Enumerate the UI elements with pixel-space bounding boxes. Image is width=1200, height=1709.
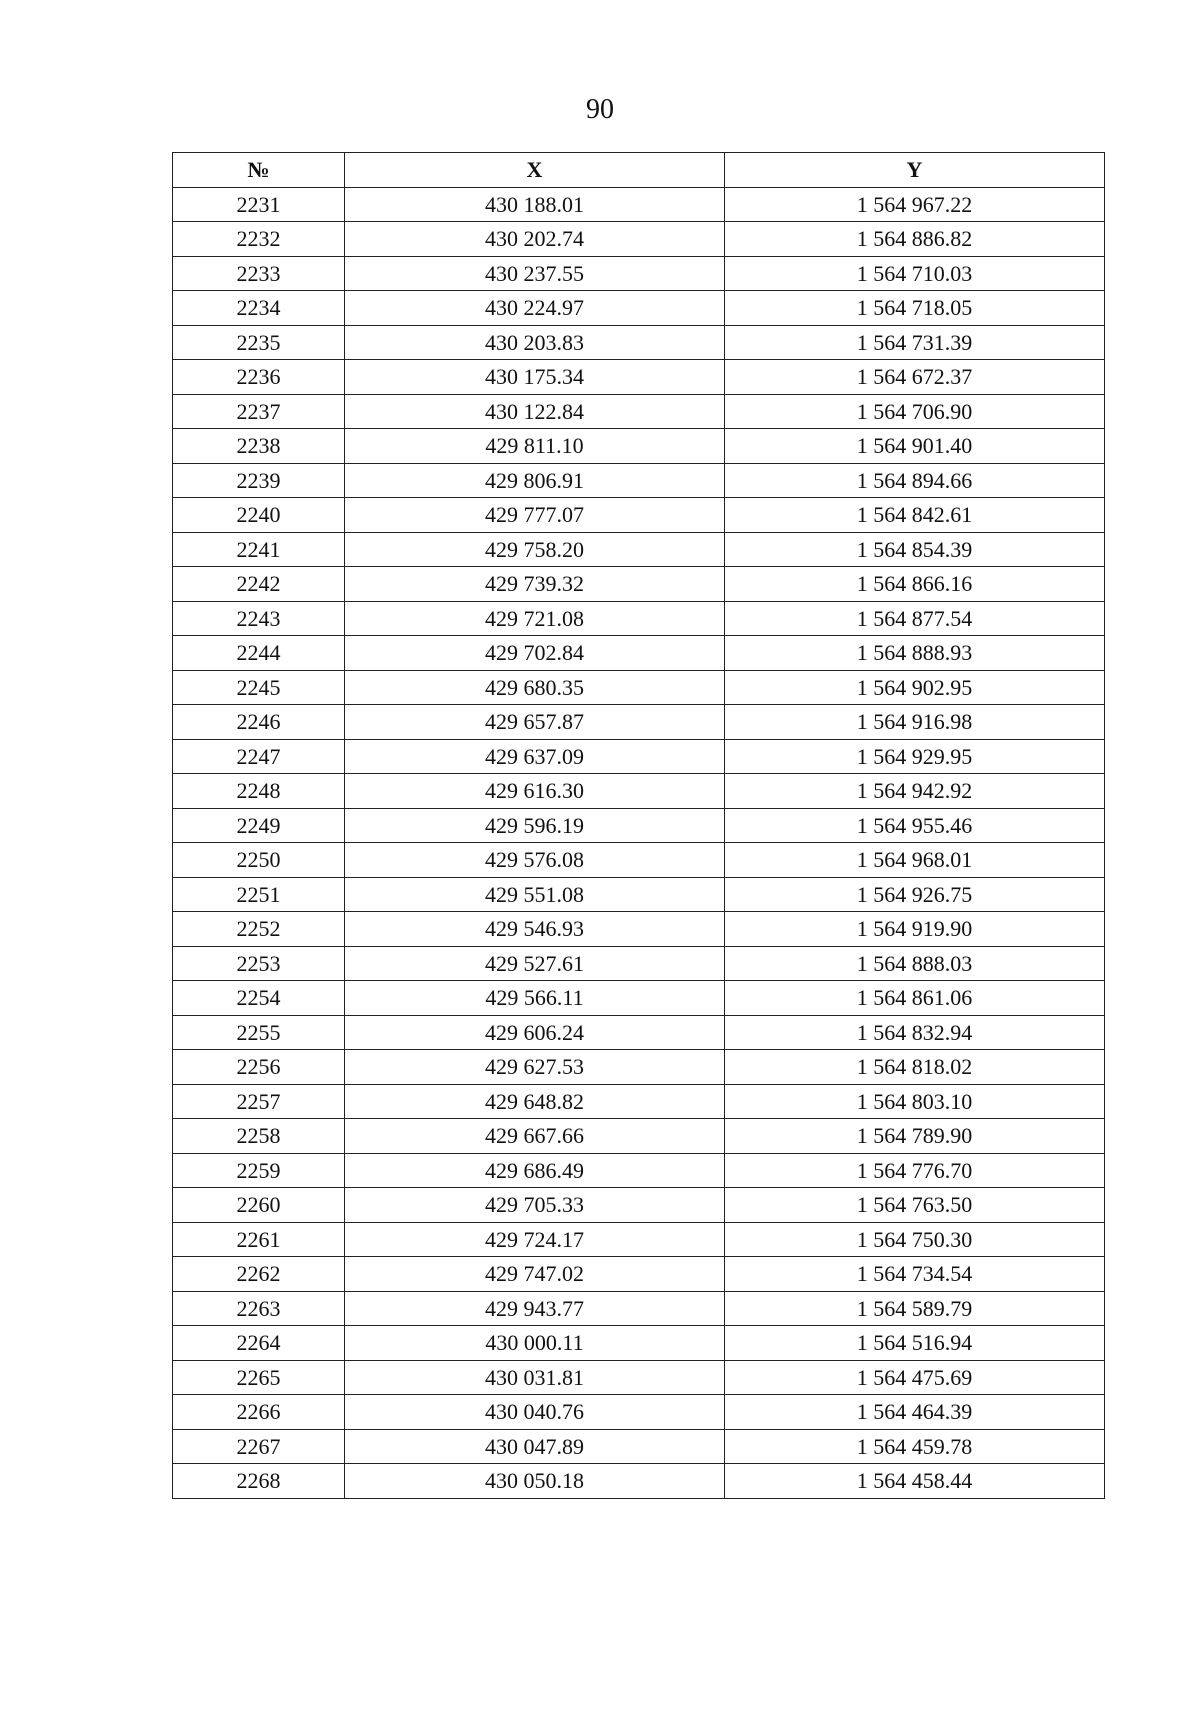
table-row <box>173 1153 1105 1188</box>
cell-number: 2252 <box>173 912 345 947</box>
table-row <box>173 187 1105 222</box>
cell-y: 1 564 803.10 <box>725 1084 1105 1119</box>
cell-number: 2240 <box>173 498 345 533</box>
cell-x: 430 188.01 <box>345 187 725 222</box>
table-row <box>173 1464 1105 1499</box>
table-row <box>173 1050 1105 1085</box>
cell-y: 1 564 589.79 <box>725 1291 1105 1326</box>
cell-x: 429 721.08 <box>345 601 725 636</box>
cell-y: 1 564 888.03 <box>725 946 1105 981</box>
cell-y: 1 564 789.90 <box>725 1119 1105 1154</box>
cell-y: 1 564 854.39 <box>725 532 1105 567</box>
table-row <box>173 532 1105 567</box>
cell-number: 2261 <box>173 1222 345 1257</box>
table-row <box>173 256 1105 291</box>
cell-y: 1 564 750.30 <box>725 1222 1105 1257</box>
cell-y: 1 564 955.46 <box>725 808 1105 843</box>
cell-number: 2231 <box>173 187 345 222</box>
table-row <box>173 222 1105 257</box>
cell-y: 1 564 459.78 <box>725 1429 1105 1464</box>
cell-number: 2258 <box>173 1119 345 1154</box>
cell-x: 430 040.76 <box>345 1395 725 1430</box>
cell-number: 2268 <box>173 1464 345 1499</box>
cell-x: 429 667.66 <box>345 1119 725 1154</box>
cell-number: 2233 <box>173 256 345 291</box>
cell-y: 1 564 967.22 <box>725 187 1105 222</box>
cell-y: 1 564 458.44 <box>725 1464 1105 1499</box>
table-row <box>173 981 1105 1016</box>
table-row <box>173 1119 1105 1154</box>
table-row <box>173 1084 1105 1119</box>
cell-x: 429 596.19 <box>345 808 725 843</box>
cell-number: 2234 <box>173 291 345 326</box>
table-row <box>173 739 1105 774</box>
cell-x: 429 943.77 <box>345 1291 725 1326</box>
cell-y: 1 564 926.75 <box>725 877 1105 912</box>
table-row <box>173 394 1105 429</box>
cell-x: 430 203.83 <box>345 325 725 360</box>
table-row <box>173 1360 1105 1395</box>
cell-x: 429 811.10 <box>345 429 725 464</box>
table-row <box>173 808 1105 843</box>
cell-y: 1 564 842.61 <box>725 498 1105 533</box>
cell-y: 1 564 832.94 <box>725 1015 1105 1050</box>
cell-number: 2265 <box>173 1360 345 1395</box>
cell-y: 1 564 718.05 <box>725 291 1105 326</box>
cell-number: 2239 <box>173 463 345 498</box>
table-header <box>173 153 1105 188</box>
cell-number: 2243 <box>173 601 345 636</box>
cell-y: 1 564 861.06 <box>725 981 1105 1016</box>
cell-number: 2244 <box>173 636 345 671</box>
table-row <box>173 601 1105 636</box>
cell-y: 1 564 877.54 <box>725 601 1105 636</box>
cell-x: 429 724.17 <box>345 1222 725 1257</box>
cell-y: 1 564 464.39 <box>725 1395 1105 1430</box>
cell-number: 2263 <box>173 1291 345 1326</box>
cell-y: 1 564 866.16 <box>725 567 1105 602</box>
table-row <box>173 1429 1105 1464</box>
cell-y: 1 564 672.37 <box>725 360 1105 395</box>
cell-y: 1 564 888.93 <box>725 636 1105 671</box>
cell-x: 429 637.09 <box>345 739 725 774</box>
cell-x: 430 047.89 <box>345 1429 725 1464</box>
table-row <box>173 1395 1105 1430</box>
cell-x: 430 202.74 <box>345 222 725 257</box>
cell-number: 2245 <box>173 670 345 705</box>
cell-number: 2254 <box>173 981 345 1016</box>
cell-y: 1 564 706.90 <box>725 394 1105 429</box>
cell-x: 429 686.49 <box>345 1153 725 1188</box>
cell-number: 2249 <box>173 808 345 843</box>
header-number: № <box>173 153 345 188</box>
cell-y: 1 564 919.90 <box>725 912 1105 947</box>
table-row <box>173 1326 1105 1361</box>
table-row <box>173 670 1105 705</box>
table-row <box>173 567 1105 602</box>
page-number: 90 <box>586 94 614 125</box>
cell-x: 429 616.30 <box>345 774 725 809</box>
cell-y: 1 564 731.39 <box>725 325 1105 360</box>
cell-number: 2266 <box>173 1395 345 1430</box>
cell-x: 430 000.11 <box>345 1326 725 1361</box>
cell-number: 2241 <box>173 532 345 567</box>
table-row <box>173 360 1105 395</box>
table-row <box>173 1257 1105 1292</box>
cell-x: 430 175.34 <box>345 360 725 395</box>
cell-y: 1 564 776.70 <box>725 1153 1105 1188</box>
cell-number: 2238 <box>173 429 345 464</box>
cell-y: 1 564 894.66 <box>725 463 1105 498</box>
table-row <box>173 877 1105 912</box>
cell-y: 1 564 475.69 <box>725 1360 1105 1395</box>
cell-x: 429 705.33 <box>345 1188 725 1223</box>
table-row <box>173 1015 1105 1050</box>
cell-x: 429 747.02 <box>345 1257 725 1292</box>
cell-number: 2253 <box>173 946 345 981</box>
table-row <box>173 774 1105 809</box>
cell-x: 429 648.82 <box>345 1084 725 1119</box>
table-row <box>173 705 1105 740</box>
cell-x: 430 122.84 <box>345 394 725 429</box>
cell-x: 429 657.87 <box>345 705 725 740</box>
cell-y: 1 564 763.50 <box>725 1188 1105 1223</box>
cell-x: 430 031.81 <box>345 1360 725 1395</box>
cell-number: 2262 <box>173 1257 345 1292</box>
cell-x: 429 527.61 <box>345 946 725 981</box>
cell-x: 429 806.91 <box>345 463 725 498</box>
cell-x: 430 050.18 <box>345 1464 725 1499</box>
cell-y: 1 564 886.82 <box>725 222 1105 257</box>
cell-y: 1 564 942.92 <box>725 774 1105 809</box>
cell-number: 2235 <box>173 325 345 360</box>
cell-x: 429 739.32 <box>345 567 725 602</box>
cell-y: 1 564 902.95 <box>725 670 1105 705</box>
table-body <box>173 187 1105 1498</box>
cell-x: 429 777.07 <box>345 498 725 533</box>
cell-y: 1 564 516.94 <box>725 1326 1105 1361</box>
cell-number: 2264 <box>173 1326 345 1361</box>
table-row <box>173 636 1105 671</box>
cell-number: 2257 <box>173 1084 345 1119</box>
cell-number: 2232 <box>173 222 345 257</box>
cell-number: 2242 <box>173 567 345 602</box>
table-row <box>173 946 1105 981</box>
cell-y: 1 564 968.01 <box>725 843 1105 878</box>
table-row <box>173 912 1105 947</box>
cell-number: 2260 <box>173 1188 345 1223</box>
cell-x: 429 702.84 <box>345 636 725 671</box>
cell-x: 429 576.08 <box>345 843 725 878</box>
table-row <box>173 1222 1105 1257</box>
cell-y: 1 564 734.54 <box>725 1257 1105 1292</box>
cell-number: 2248 <box>173 774 345 809</box>
header-y: Y <box>725 153 1105 188</box>
table-row <box>173 1291 1105 1326</box>
table-row <box>173 291 1105 326</box>
cell-number: 2236 <box>173 360 345 395</box>
cell-x: 430 237.55 <box>345 256 725 291</box>
cell-y: 1 564 916.98 <box>725 705 1105 740</box>
cell-x: 429 627.53 <box>345 1050 725 1085</box>
cell-y: 1 564 901.40 <box>725 429 1105 464</box>
cell-number: 2256 <box>173 1050 345 1085</box>
table-row <box>173 843 1105 878</box>
table-row <box>173 498 1105 533</box>
cell-x: 429 551.08 <box>345 877 725 912</box>
coordinates-table <box>172 152 1105 1499</box>
cell-y: 1 564 710.03 <box>725 256 1105 291</box>
header-row <box>173 153 1105 188</box>
cell-x: 429 680.35 <box>345 670 725 705</box>
table-row <box>173 429 1105 464</box>
table-row <box>173 1188 1105 1223</box>
cell-number: 2259 <box>173 1153 345 1188</box>
cell-number: 2251 <box>173 877 345 912</box>
cell-y: 1 564 929.95 <box>725 739 1105 774</box>
cell-x: 429 606.24 <box>345 1015 725 1050</box>
cell-number: 2247 <box>173 739 345 774</box>
cell-y: 1 564 818.02 <box>725 1050 1105 1085</box>
cell-number: 2267 <box>173 1429 345 1464</box>
cell-x: 429 546.93 <box>345 912 725 947</box>
cell-x: 429 758.20 <box>345 532 725 567</box>
header-x: X <box>345 153 725 188</box>
cell-number: 2255 <box>173 1015 345 1050</box>
cell-x: 430 224.97 <box>345 291 725 326</box>
cell-x: 429 566.11 <box>345 981 725 1016</box>
cell-number: 2246 <box>173 705 345 740</box>
cell-number: 2250 <box>173 843 345 878</box>
table-row <box>173 325 1105 360</box>
table-row <box>173 463 1105 498</box>
cell-number: 2237 <box>173 394 345 429</box>
